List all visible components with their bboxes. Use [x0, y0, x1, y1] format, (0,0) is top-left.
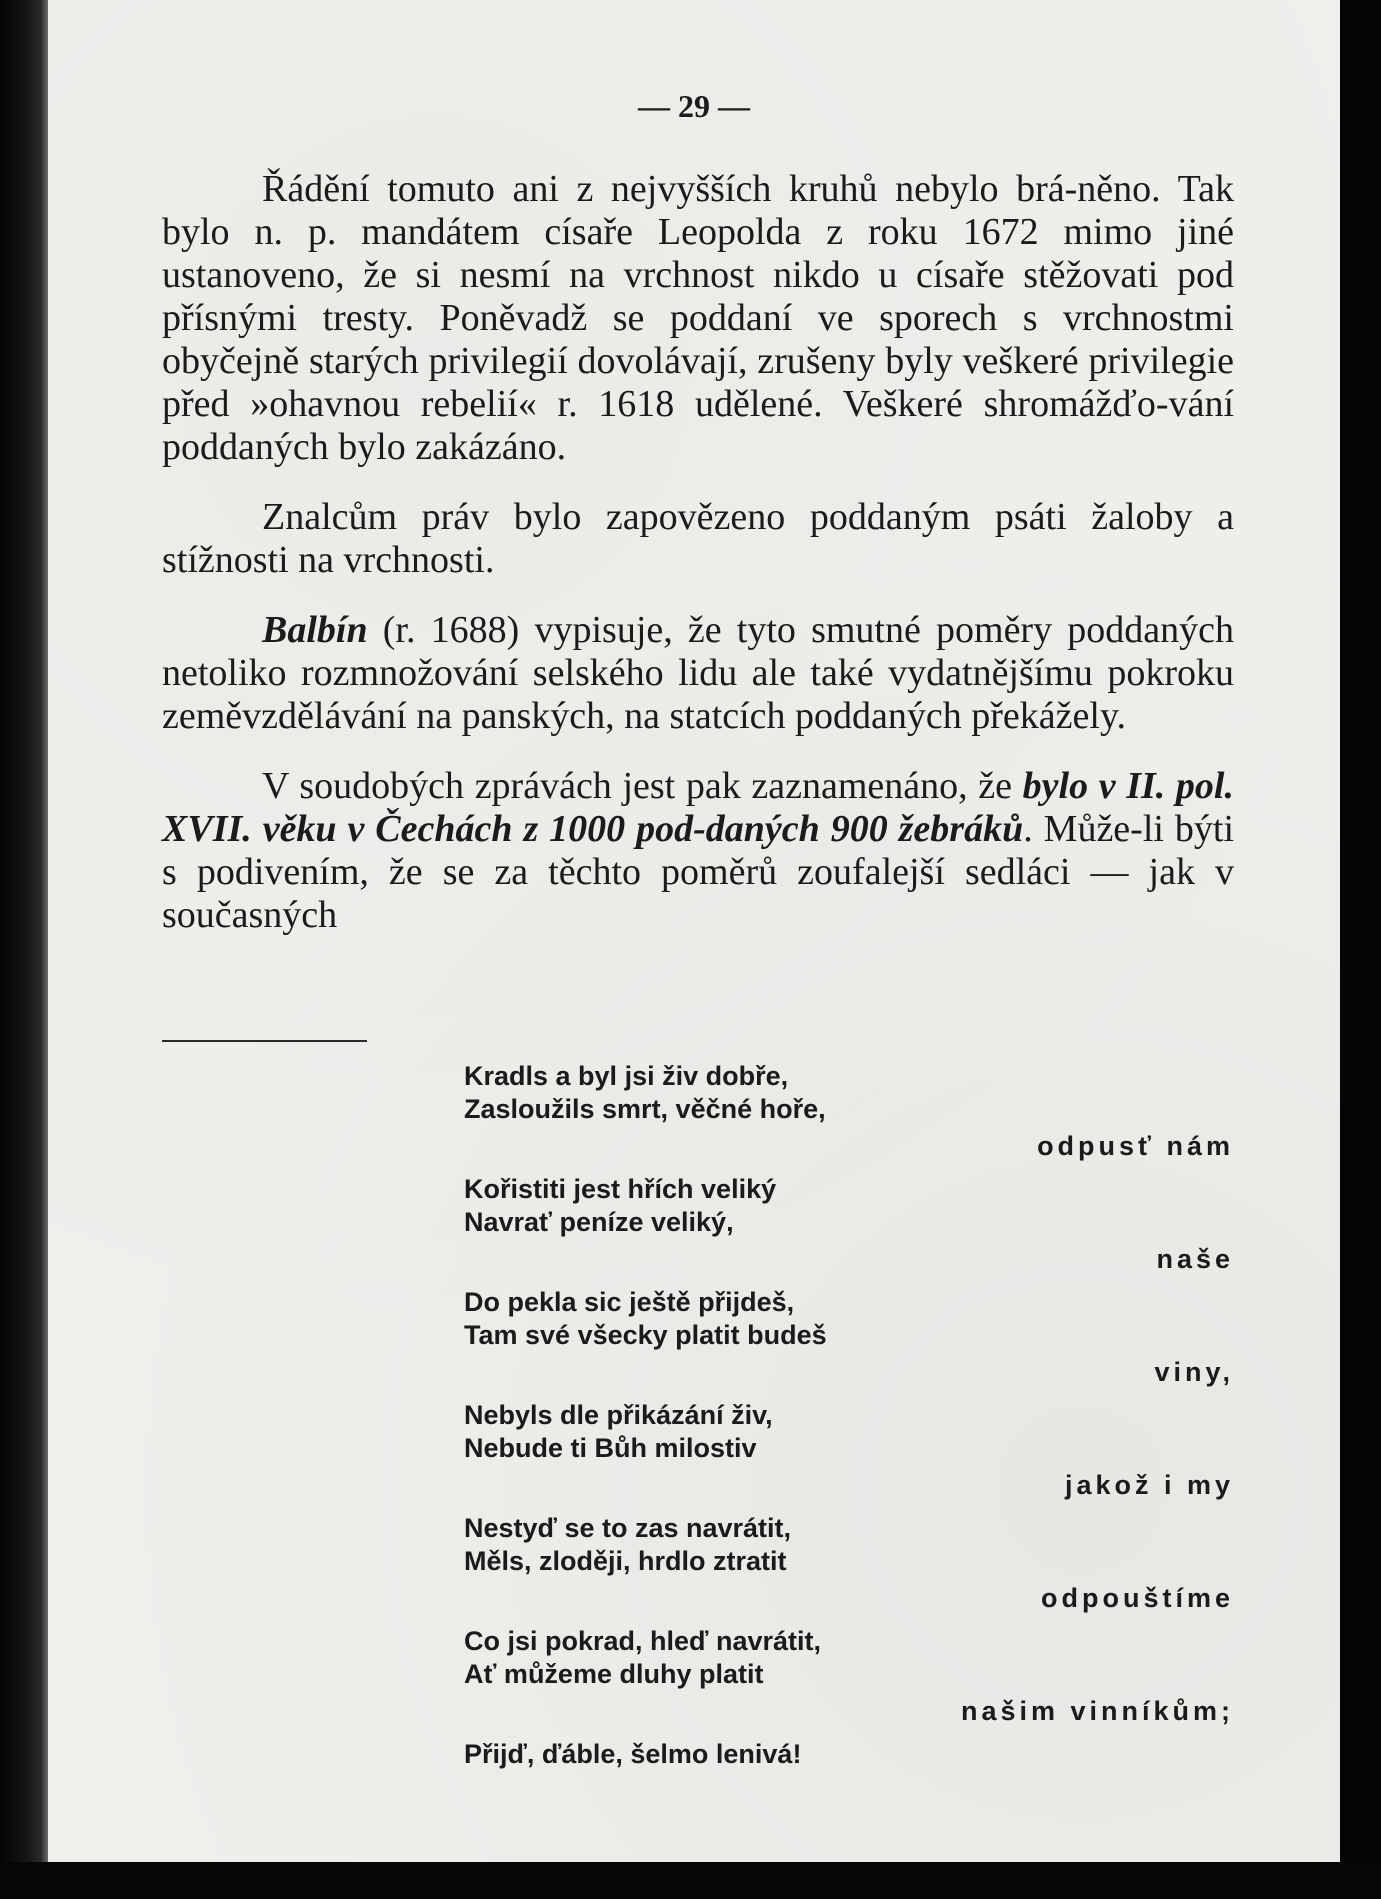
poem-refrain: našim vinníkům;	[960, 1696, 1234, 1726]
poem-refrain: jakož i my	[1064, 1470, 1234, 1500]
poem-line: Nebude ti Bůh milostiv	[464, 1433, 757, 1463]
book-page	[48, 0, 1340, 1862]
paragraph-4-start: V soudobých zprávách jest pak zaznamenáno, že	[262, 765, 1023, 807]
author-name: Balbín	[262, 609, 368, 651]
poem-stanza	[464, 1625, 1234, 1728]
poem-line: Kořistiti jest hřích veliký	[464, 1174, 777, 1204]
footnote-poem	[464, 1060, 1234, 1771]
paragraph-4	[162, 765, 1234, 937]
body-text	[162, 168, 1234, 964]
paragraph-3-text: (r. 1688) vypisuje, že tyto smutné poměry poddaných netoliko rozmnožování selského lidu ale také vydatnějšímu pokroku zeměvzdělávání na panských, na statcích poddaných překážely.	[162, 609, 1234, 737]
paragraph-3	[162, 609, 1234, 738]
poem-line: Do pekla sic ještě přijdeš,	[464, 1287, 795, 1317]
poem-line: Zasloužils smrt, věčné hoře,	[464, 1094, 826, 1124]
paragraph-1: Řádění tomuto ani z nejvyšších kruhů nebylo brá-něno. Tak bylo n. p. mandátem císaře Leopolda z roku 1672 mimo jiné ustanoveno, že si nesmí na vrchnost nikdo u císaře stěžovati pod přísnými tresty. Poněvadž se poddaní ve sporech s vrchnostmi obyčejně starých privilegií dovolávají, zrušeny byly veškeré privilegie před »ohavnou rebelií« r. 1618 udělené. Veškeré shromážďo-vání poddaných bylo zakázáno.	[162, 168, 1234, 468]
poem-line: Přijď, ďáble, šelmo lenivá!	[464, 1739, 802, 1769]
poem-stanza	[464, 1738, 1234, 1771]
poem-refrain: naše	[1156, 1244, 1234, 1274]
scan-edge-left	[0, 0, 48, 1899]
poem-stanza	[464, 1512, 1234, 1615]
poem-refrain: odpusť nám	[1037, 1131, 1234, 1161]
poem-line: Navrať peníze veliký,	[464, 1207, 734, 1237]
poem-line: Nebyls dle přikázání živ,	[464, 1400, 773, 1430]
poem-line: Měls, zloději, hrdlo ztratit	[464, 1546, 787, 1576]
poem-refrain: viny,	[1154, 1357, 1234, 1387]
paragraph-2: Znalcům práv bylo zapovězeno poddaným psáti žaloby a stížnosti na vrchnosti.	[162, 496, 1234, 581]
poem-refrain: odpouštíme	[1041, 1583, 1234, 1613]
poem-stanza	[464, 1286, 1234, 1389]
poem-line: Ať můžeme dluhy platit	[464, 1659, 764, 1689]
footnote-rule	[162, 1040, 367, 1042]
scan-edge-right	[1340, 0, 1381, 1899]
poem-stanza	[464, 1173, 1234, 1276]
poem-line: Co jsi pokrad, hleď navrátit,	[464, 1626, 821, 1656]
paragraph-4-emphasis: bylo v II. pol. XVII. věku v Čechách z 1000 pod-daných 900 žebráků	[162, 765, 1234, 850]
poem-line: Kradls a byl jsi živ dobře,	[464, 1061, 789, 1091]
paragraph-4-rest: . Může-li býti s podivením, že se za těchto poměrů zoufalejší sedláci — jak v současných	[162, 808, 1234, 936]
scan-edge-bottom	[0, 1862, 1381, 1899]
poem-line: Nestyď se to zas navrátit,	[464, 1513, 792, 1543]
poem-stanza	[464, 1060, 1234, 1163]
page-number: — 29 —	[638, 88, 750, 124]
poem-line: Tam své všecky platit budeš	[464, 1320, 827, 1350]
poem-stanza	[464, 1399, 1234, 1502]
